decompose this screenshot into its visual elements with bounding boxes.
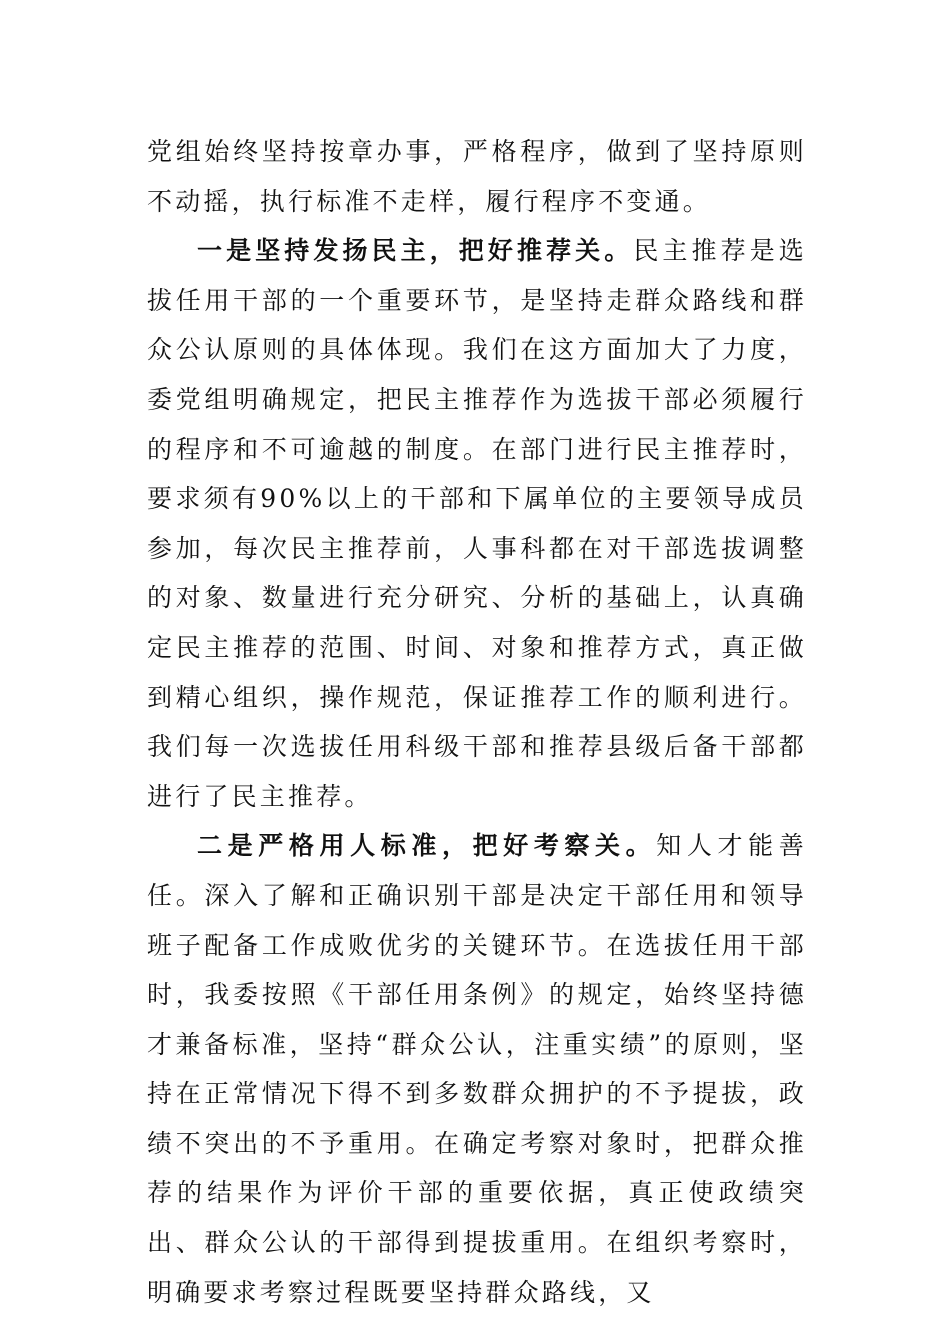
document-body	[147, 127, 807, 1317]
paragraph-text: 知人才能善任。深入了解和正确识别干部是决定干部任用和领导班子配备工作成败优劣的关键环节。在选拔任用干部时，我委按照《干部任用条例》的规定，始终坚持德才兼备标准，坚持“群众公认，注重实绩”的原则，坚持在正常情况下得不到多数群众拥护的不予提拔，政绩不突出的不予重用。在确定考察对象时，把群众推荐的结果作为评价干部的重要依据，真正使政绩突出、群众公认的干部得到提拔重用。在组织考察时，明确要求考察过程既要坚持群众路线，又	[147, 831, 807, 1307]
paragraph-text: 民主推荐是选拔任用干部的一个重要环节，是坚持走群众路线和群众公认原则的具体体现。我们在这方面加大了力度， 委党组明确规定，把民主推荐作为选拔干部必须履行的程序和不可逾越的制度。在部门进行民主推荐时，要求须有90%以上的干部和下属单位的主要领导成员参加，每次民主推荐前，人事科都在对干部选拔调整的对象、数量进行充分研究、分析的基础上，认真确定民主推荐的范围、时间、对象和推荐方式，真正做到精心组织，操作规范，保证推荐工作的顺利进行。我们每一次选拔任用科级干部和推荐县级后备干部都进行了民主推荐。	[147, 236, 807, 811]
paragraph-inspection-standards	[147, 821, 807, 1317]
paragraph-democratic-recommendation	[147, 226, 807, 821]
paragraph-heading: 一是坚持发扬民主，把好推荐关。	[197, 236, 634, 266]
paragraph-heading: 二是严格用人标准，把好考察关。	[197, 831, 657, 861]
paragraph-continuation	[147, 127, 807, 226]
paragraph-text: 党组始终坚持按章办事，严格程序，做到了坚持原则不动摇，执行标准不走样，履行程序不变通。	[147, 137, 807, 216]
